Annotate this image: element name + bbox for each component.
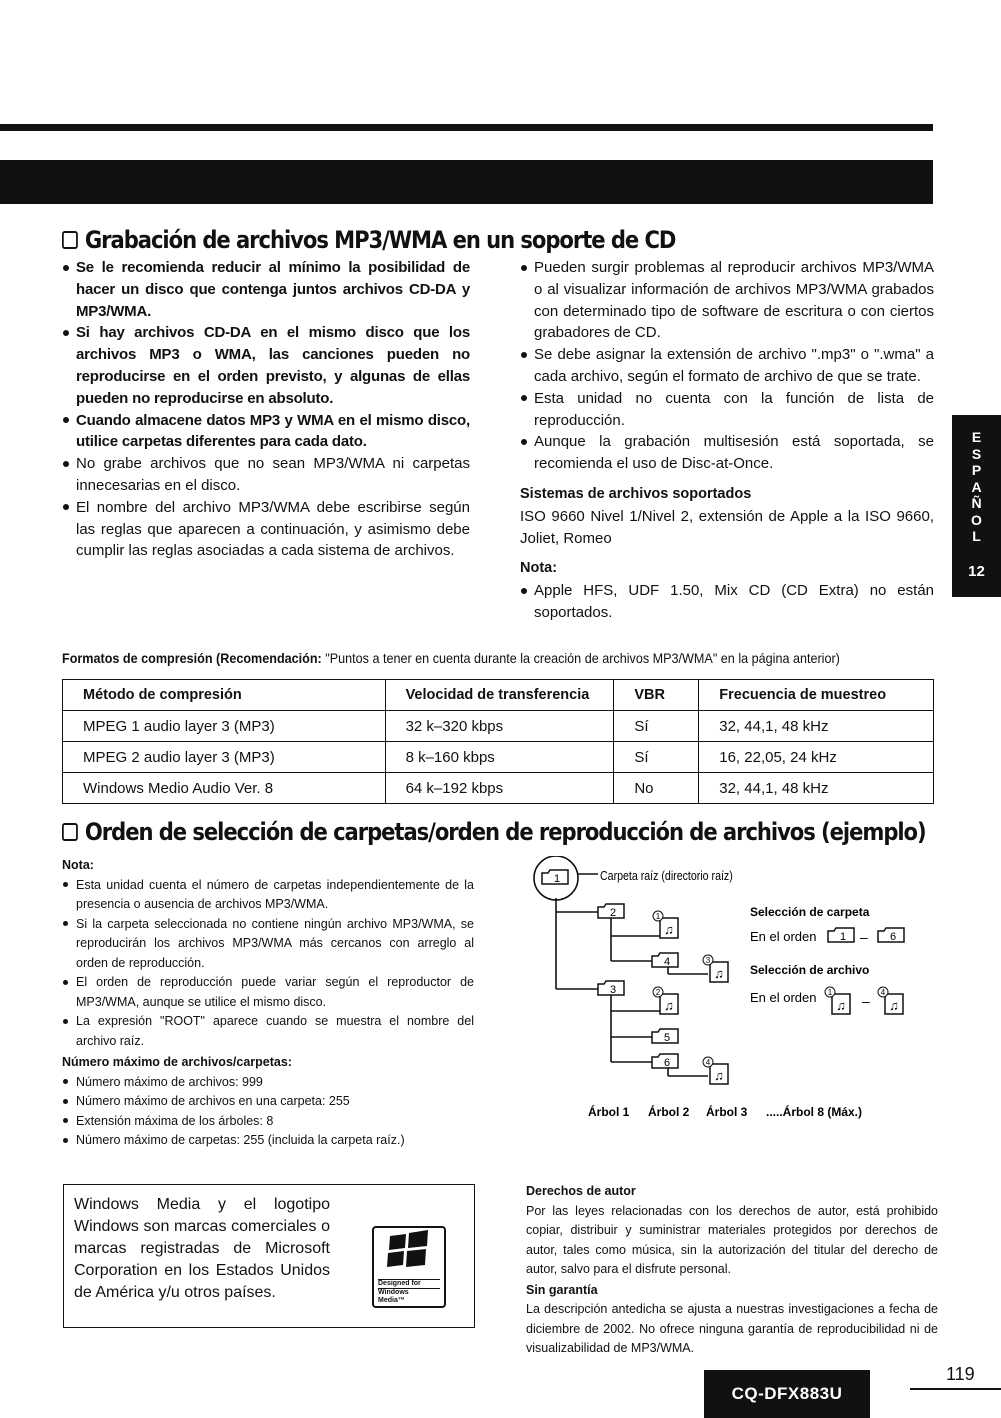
logo-line3: Media™ — [378, 1297, 405, 1304]
side-tab-letter: S — [971, 445, 982, 462]
table-header-row — [63, 680, 934, 711]
max-list — [62, 1073, 474, 1151]
logo-line1: Designed for — [378, 1280, 421, 1287]
side-tab-letter: P — [971, 462, 982, 478]
bullet-item: Si hay archivos CD-DA en el mismo disco que los archivos MP3 o WMA, las canciones pueden no reproducirse en el orden previsto, y algunas de ellas pueden no reproducirse en absoluto. — [62, 322, 470, 409]
folder-icon — [652, 953, 678, 968]
table-cell: MPEG 2 audio layer 3 (MP3) — [63, 742, 386, 773]
music-file-icon — [703, 955, 728, 982]
tree-label: Árbol 1 — [588, 1105, 630, 1119]
formats-label: Formatos de compresión (Recomendación: — [62, 650, 322, 666]
side-tab-letter: E — [971, 429, 982, 445]
tree-label: Árbol 3 — [706, 1105, 748, 1119]
bottom-rule — [910, 1388, 1001, 1390]
side-tab-letter: O — [971, 511, 982, 528]
bullet-item: Extensión máxima de los árboles: 8 — [62, 1112, 474, 1132]
legend-folder-icon — [828, 928, 854, 943]
side-tab-letter: A — [971, 478, 982, 495]
copyright-section — [526, 1182, 938, 1359]
bullet-item: Número máximo de carpetas: 255 (incluida la carpeta raíz.) — [62, 1131, 474, 1151]
bullet-item: La expresión "ROOT" aparece cuando se muestra el nombre del archivo raíz. — [62, 1012, 474, 1051]
note-bullet: Apple HFS, UDF 1.50, Mix CD (CD Extra) no están soportados. — [520, 580, 934, 624]
folder-tree-diagram — [520, 856, 950, 1126]
windows-media-logo — [372, 1226, 446, 1308]
copyright-heading: Derechos de autor — [526, 1184, 636, 1198]
file-number: 1 — [827, 988, 833, 997]
top-rule — [0, 124, 933, 131]
header-banner — [0, 160, 933, 204]
table-cell: Windows Medio Audio Ver. 8 — [63, 773, 386, 804]
section1-right-column — [520, 257, 934, 624]
checkbox-square-icon — [62, 823, 78, 841]
music-file-icon — [653, 911, 678, 938]
formats-line — [62, 650, 850, 666]
folder-number: 1 — [839, 931, 847, 943]
root-label: Carpeta raíz (directorio raíz) — [600, 869, 733, 884]
bullet-item: Se debe asignar la extensión de archivo ".mp3" o ".wma" a cada archivo, según el formato de archivo de que se trate. — [520, 344, 934, 388]
bullet-item: Si la carpeta seleccionada no contiene ningún archivo MP3/WMA, se reproducirán los archivos MP3/WMA más cercanos con arreglo al orden de reproducción. — [62, 915, 474, 974]
bullet-item: Aunque la grabación multisesión está soportada, se recomienda el uso de Disc-at-Once. — [520, 431, 934, 475]
folder-number: 3 — [609, 984, 617, 996]
table-header-cell: Velocidad de transferencia — [385, 680, 614, 711]
right-bullet-list — [520, 257, 934, 475]
root-folder-icon — [542, 870, 568, 885]
section2-title: Orden de selección de carpetas/orden de reproducción de archivos (ejemplo) — [84, 818, 926, 846]
table-cell: 32, 44,1, 48 kHz — [699, 711, 934, 742]
file-number: 4 — [880, 988, 886, 997]
table-cell: 16, 22,05, 24 kHz — [699, 742, 934, 773]
table-cell: 32 k–320 kbps — [385, 711, 614, 742]
bullet-item: Número máximo de archivos: 999 — [62, 1073, 474, 1093]
copyright-text: Por las leyes relacionadas con los derechos de autor, está prohibido copiar, distribuir y suministrar materiales protegidos por derechos de autor, tales como música, sin la autorización del titular del derecho de autor, salvo para el disfrute personal. — [526, 1203, 938, 1276]
folder-number: 1 — [553, 873, 561, 885]
folder-number: 5 — [663, 1032, 671, 1044]
section1-left-column — [62, 257, 470, 562]
table-cell: MPEG 1 audio layer 3 (MP3) — [63, 711, 386, 742]
warranty-text: La descripción antedicha se ajusta a nuestras investigaciones a fecha de diciembre de 2002. No ofrece ninguna garantía de reproducibilidad ni de visualizabilidad de MP3/WMA. — [526, 1302, 938, 1355]
section1-title: Grabación de archivos MP3/WMA en un soporte de CD — [84, 226, 676, 254]
legend-folder-icon — [878, 928, 904, 943]
table-cell: Sí — [614, 742, 699, 773]
bullet-item: Cuando almacene datos MP3 y WMA en el mismo disco, utilice carpetas diferentes para cada dato. — [62, 410, 470, 454]
bullet-item: Pueden surgir problemas al reproducir archivos MP3/WMA o al visualizar información de archivos MP3/WMA grabados con determinado tipo de software de escritura o con ciertos grabadores de CD. — [520, 257, 934, 344]
side-tab-letters — [952, 415, 1001, 545]
note-list — [520, 580, 934, 624]
folder-icon — [652, 1054, 678, 1069]
left-bullet-list — [62, 257, 470, 562]
tree-label: Árbol 2 — [648, 1105, 690, 1119]
formats-text: "Puntos a tener en cuenta durante la creación de archivos MP3/WMA" en la página anterior) — [321, 650, 840, 666]
folder-number: 6 — [889, 931, 897, 943]
note-heading: Nota: — [520, 560, 558, 577]
folder-icon — [598, 904, 624, 919]
music-note-glyph: ♫ — [836, 998, 846, 1013]
file-number: 2 — [655, 988, 661, 997]
side-tab-letter: Ñ — [971, 495, 982, 511]
section2-heading — [62, 818, 1001, 846]
model-badge: CQ-DFX883U — [704, 1370, 870, 1418]
bullet-item: El nombre del archivo MP3/WMA debe escribirse según las reglas que aparecen a continuación, y asimismo debe cumplir las reglas asociadas a cada sistema de archivos. — [62, 497, 470, 562]
file-number: 1 — [655, 912, 661, 921]
logo-line2: Windows — [378, 1288, 440, 1297]
folder-icon — [598, 981, 624, 996]
side-tab-number: 12 — [968, 562, 985, 580]
bullet-item: El orden de reproducción puede variar según el reproductor de MP3/WMA, aunque se utilice el mismo disco. — [62, 973, 474, 1012]
s2-note-heading: Nota: — [62, 858, 94, 872]
table-body — [63, 711, 934, 804]
table-cell: 32, 44,1, 48 kHz — [699, 773, 934, 804]
tree-label: .....Árbol 8 (Máx.) — [766, 1105, 863, 1119]
max-heading: Número máximo de archivos/carpetas: — [62, 1055, 292, 1069]
folder-sel-order: En el orden — [750, 929, 817, 944]
compression-table — [62, 679, 934, 804]
file-sel-order: En el orden — [750, 990, 817, 1005]
music-note-glyph: ♫ — [664, 998, 674, 1013]
table-header-cell: Frecuencia de muestreo — [699, 680, 934, 711]
trademark-text: Windows Media y el logotipo Windows son marcas comerciales o marcas registradas de Microsoft Corporation en los Estados Unidos de América y/u otros países. — [74, 1196, 330, 1301]
s2-note-list — [62, 876, 474, 1052]
folder-icon — [652, 1029, 678, 1044]
music-file-icon — [703, 1057, 728, 1084]
legend-file-icon — [878, 987, 903, 1014]
folder-number: 2 — [609, 907, 617, 919]
section2-left-column — [62, 856, 474, 1151]
systems-heading: Sistemas de archivos soportados — [520, 485, 752, 502]
table-cell: Sí — [614, 711, 699, 742]
table-row — [63, 742, 934, 773]
music-file-icon — [653, 987, 678, 1014]
bullet-item: Número máximo de archivos en una carpeta: 255 — [62, 1092, 474, 1112]
table-row — [63, 773, 934, 804]
legend-file-icon — [825, 987, 850, 1014]
music-note-glyph: ♫ — [714, 966, 724, 981]
table-cell: No — [614, 773, 699, 804]
table-row — [63, 711, 934, 742]
checkbox-square-icon — [62, 231, 78, 249]
table-cell: 8 k–160 kbps — [385, 742, 614, 773]
language-side-tab — [952, 415, 1001, 597]
file-number: 3 — [705, 956, 711, 965]
music-note-glyph: ♫ — [664, 922, 674, 937]
file-sel-heading: Selección de archivo — [750, 963, 870, 977]
windows-flag-icon — [374, 1228, 444, 1274]
bullet-item: Esta unidad cuenta el número de carpetas independientemente de la presencia o ausencia de archivos MP3/WMA. — [62, 876, 474, 915]
systems-text: ISO 9660 Nivel 1/Nivel 2, extensión de Apple a la ISO 9660, Joliet, Romeo — [520, 507, 934, 547]
range-dash: – — [862, 993, 870, 1009]
bullet-item: No grabe archivos que no sean MP3/WMA ni carpetas innecesarias en el disco. — [62, 453, 470, 497]
bullet-item: Esta unidad no cuenta con la función de lista de reproducción. — [520, 388, 934, 432]
music-note-glyph: ♫ — [714, 1068, 724, 1083]
folder-sel-heading: Selección de carpeta — [750, 905, 870, 919]
range-dash: – — [860, 929, 868, 945]
folder-number: 4 — [663, 956, 671, 968]
page-number: 119 — [946, 1364, 975, 1384]
table-cell: 64 k–192 kbps — [385, 773, 614, 804]
side-tab-letter: L — [972, 528, 981, 544]
music-note-glyph: ♫ — [889, 998, 899, 1013]
section1-heading — [62, 226, 759, 254]
file-number: 4 — [705, 1058, 711, 1067]
table-header-cell: Método de compresión — [63, 680, 386, 711]
warranty-heading: Sin garantía — [526, 1282, 598, 1297]
table-header-cell: VBR — [614, 680, 699, 711]
bullet-item: Se le recomienda reducir al mínimo la posibilidad de hacer un disco que contenga juntos archivos CD-DA y MP3/WMA. — [62, 257, 470, 322]
folder-number: 6 — [663, 1057, 671, 1069]
